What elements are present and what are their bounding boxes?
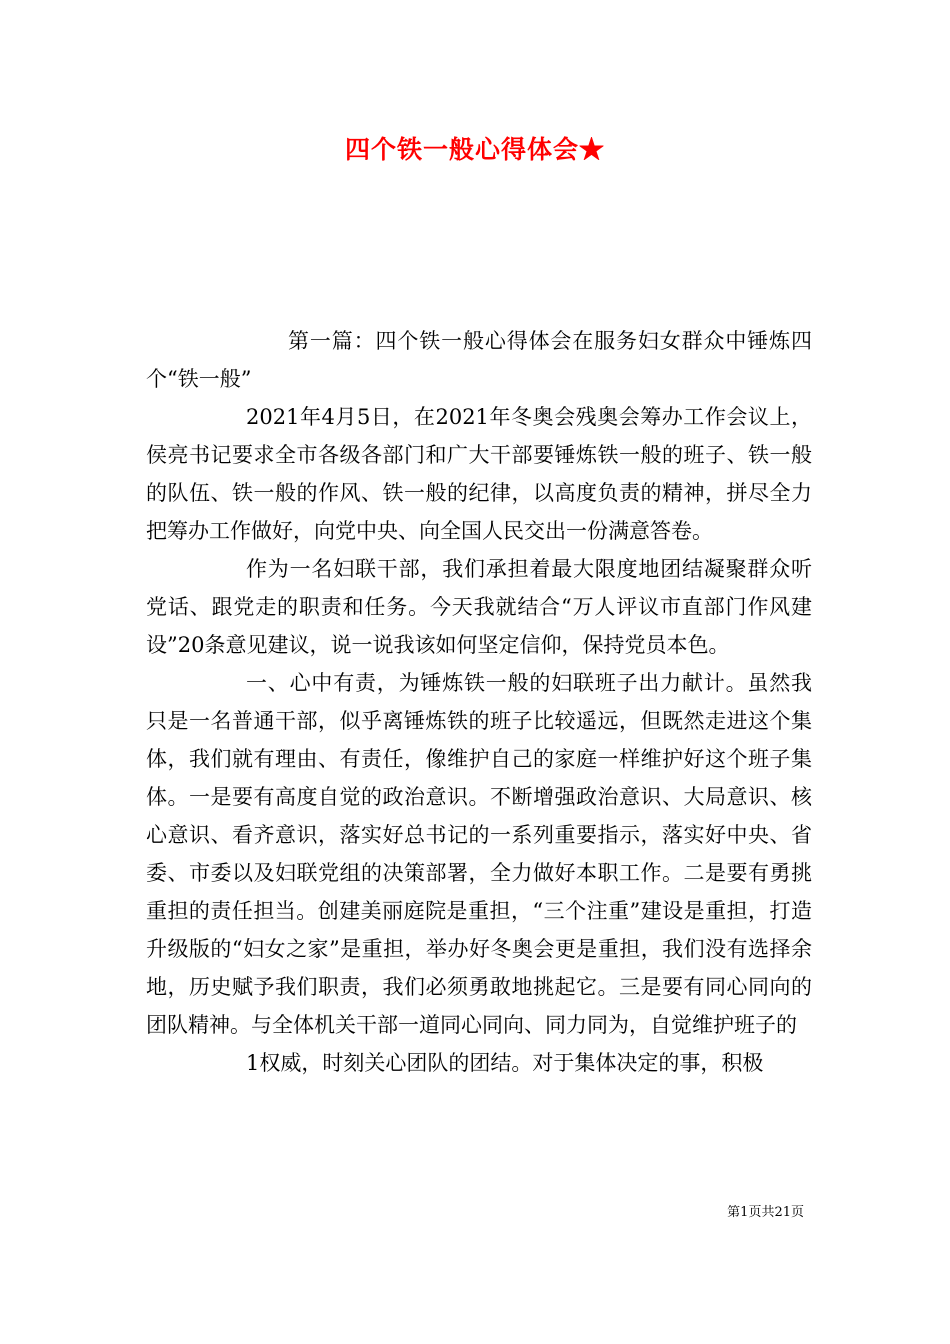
page-number-footer: 第1页共21页 <box>727 1205 804 1220</box>
paragraph: 1权威，时刻关心团队的团结。对于集体决定的事，积极 <box>246 1051 764 1075</box>
paragraph: 一、心中有责，为锤炼铁一般的妇联班子出力献计。虽然我只是一名普通干部，似乎离锤炼铁的班子比较遥远，但既然走进这个集体，我们就有理由、有责任，像维护自己的家庭一样维护好这个班子集体。一是要有高度自觉的政治意识。不断增强政治意识、大局意识、核心意识、看齐意识，落实好总书记的一系列重要指示，落实好中央、省委、市委以及妇联党组的决策部署，全力做好本职工作。二是要有勇挑重担的责任担当。创建美丽庭院是重担，“三个注重”建设是重担，打造升级版的“妇女之家”是重担，举办好冬奥会更是重担，我们没有选择余地，历史赋予我们职责，我们必须勇敢地挑起它。三是要有同心同向的团队精神。与全体机关干部一道同心同向、同力同为，自觉维护班子的 <box>146 671 812 1037</box>
paragraph: 2021年4月5日，在2021年冬奥会残奥会筹办工作会议上，侯亮书记要求全市各级各部门和广大干部要锤炼铁一般的班子、铁一般的队伍、铁一般的作风、铁一般的纪律，以高度负责的精神，拼尽全力把筹办工作做好，向党中央、向全国人民交出一份满意答卷。 <box>146 405 812 543</box>
paragraph-heading: 第一篇：四个铁一般心得体会在服务妇女群众中锤炼四个“铁一般” <box>146 329 812 391</box>
paragraph: 作为一名妇联干部，我们承担着最大限度地团结凝聚群众听党话、跟党走的职责和任务。今天我就结合“万人评议市直部门作风建设”20条意见建议，说一说我该如何坚定信仰，保持党员本色。 <box>146 557 812 657</box>
document-body <box>146 322 812 1082</box>
document-title: 四个铁一般心得体会★ <box>344 135 605 164</box>
